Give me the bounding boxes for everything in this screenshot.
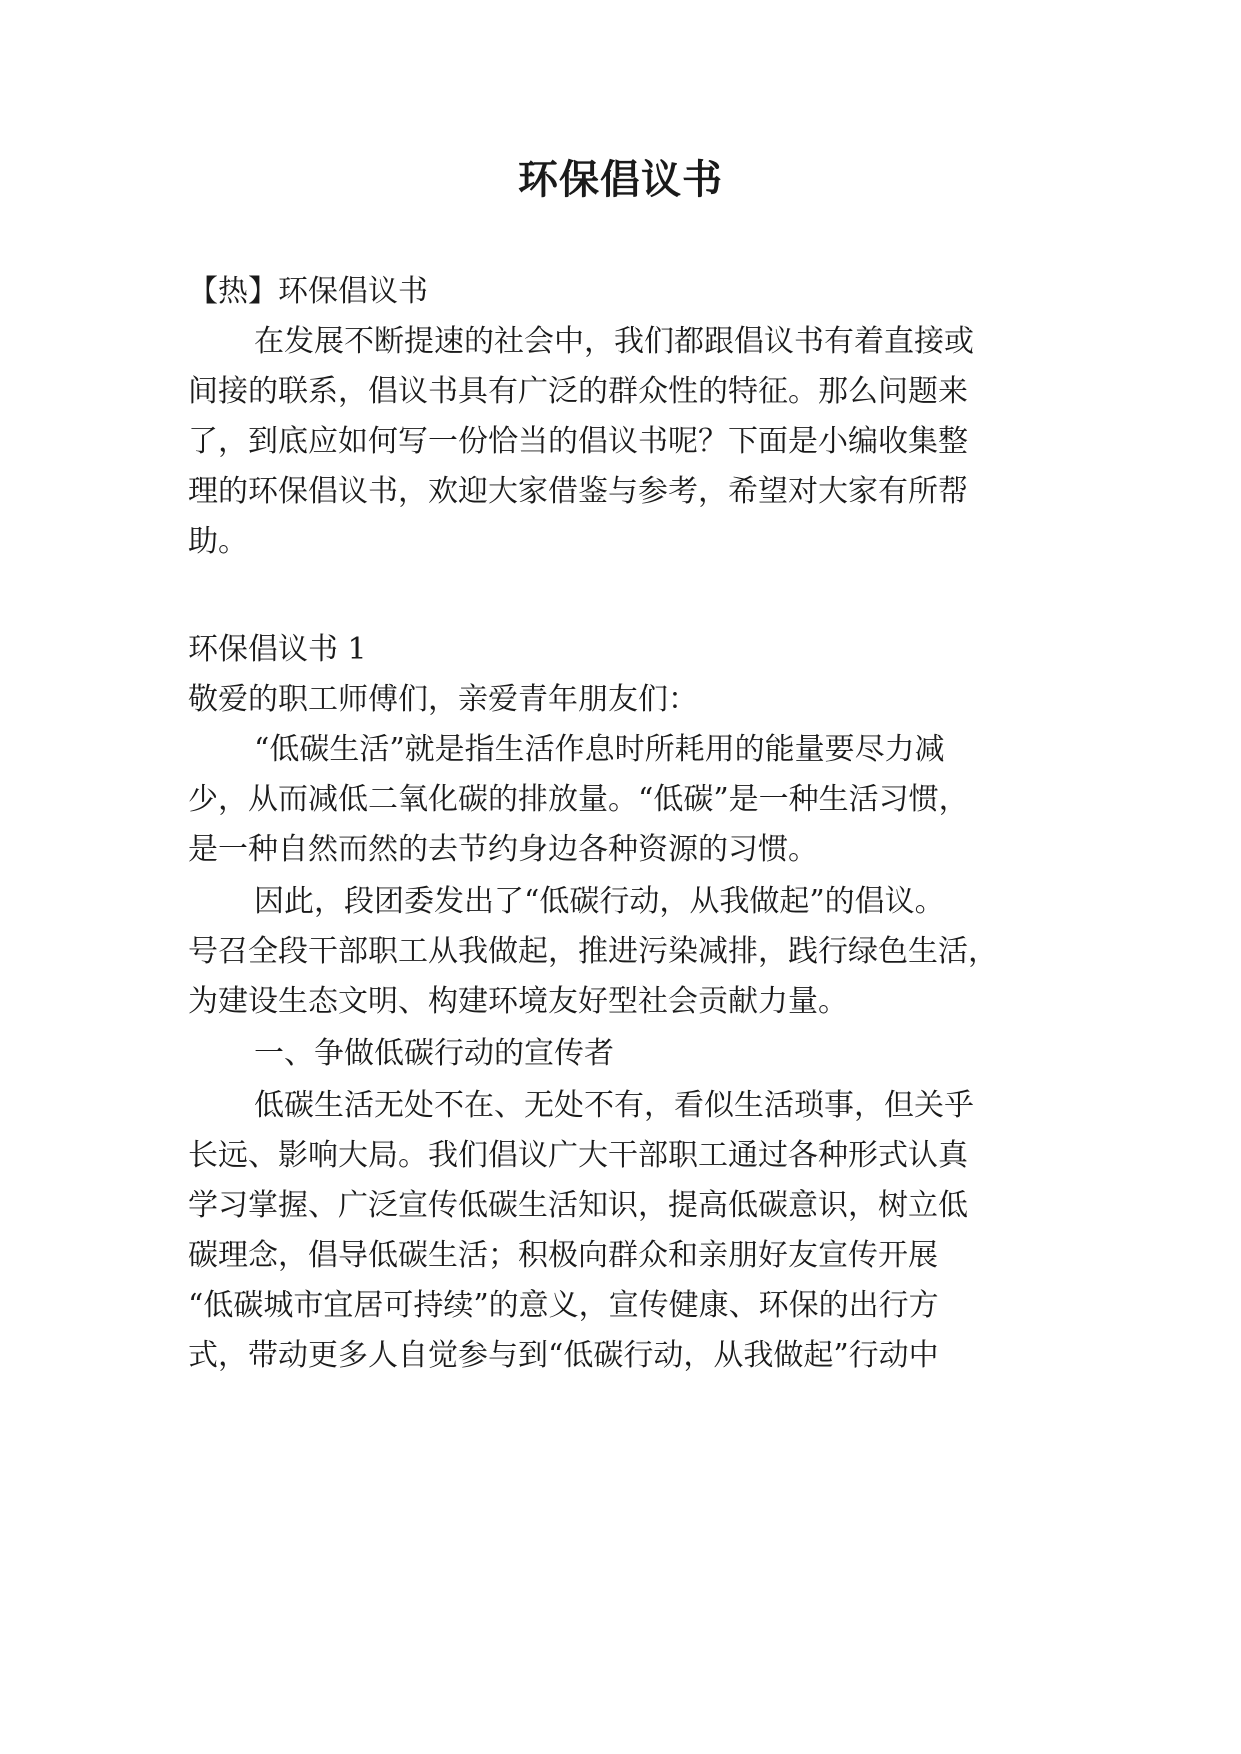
page-title: 环保倡议书 [518, 157, 723, 203]
subsection-heading: 一、争做低碳行动的宣传者 [254, 1036, 614, 1071]
paragraph-line: 号召全段干部职工从我做起，推进污染减排，践行绿色生活， [188, 934, 998, 969]
paragraph-line: 式，带动更多人自觉参与到“低碳行动，从我做起”行动中 [188, 1338, 939, 1373]
paragraph-line: 碳理念，倡导低碳生活；积极向群众和亲朋好友宣传开展 [188, 1238, 938, 1273]
section-heading: 环保倡议书 1 [188, 632, 367, 667]
paragraph-line: “低碳生活”就是指生活作息时所耗用的能量要尽力减 [254, 732, 945, 767]
paragraph-line: 了，到底应如何写一份恰当的倡议书呢？下面是小编收集整 [188, 424, 968, 459]
paragraph-line: 学习掌握、广泛宣传低碳生活知识，提高低碳意识，树立低 [188, 1188, 968, 1223]
paragraph-line: 理的环保倡议书，欢迎大家借鉴与参考，希望对大家有所帮 [188, 474, 968, 509]
paragraph-line: 在发展不断提速的社会中，我们都跟倡议书有着直接或 [254, 324, 974, 359]
salutation: 敬爱的职工师傅们，亲爱青年朋友们： [188, 682, 698, 717]
paragraph-line: 为建设生态文明、构建环境友好型社会贡献力量。 [188, 984, 848, 1019]
paragraph-line: 间接的联系，倡议书具有广泛的群众性的特征。那么问题来 [188, 374, 968, 409]
paragraph-line: 低碳生活无处不在、无处不有，看似生活琐事，但关乎 [254, 1088, 974, 1123]
paragraph-line: 因此，段团委发出了“低碳行动，从我做起”的倡议。 [254, 884, 945, 919]
paragraph-line: 是一种自然而然的去节约身边各种资源的习惯。 [188, 832, 818, 867]
intro-heading: 【热】环保倡议书 [188, 274, 428, 309]
paragraph-line: 少，从而减低二氧化碳的排放量。“低碳”是一种生活习惯， [188, 782, 969, 817]
paragraph-line: 助。 [188, 524, 248, 559]
paragraph-line: 长远、影响大局。我们倡议广大干部职工通过各种形式认真 [188, 1138, 968, 1173]
paragraph-line: “低碳城市宜居可持续”的意义，宣传健康、环保的出行方 [188, 1288, 939, 1323]
